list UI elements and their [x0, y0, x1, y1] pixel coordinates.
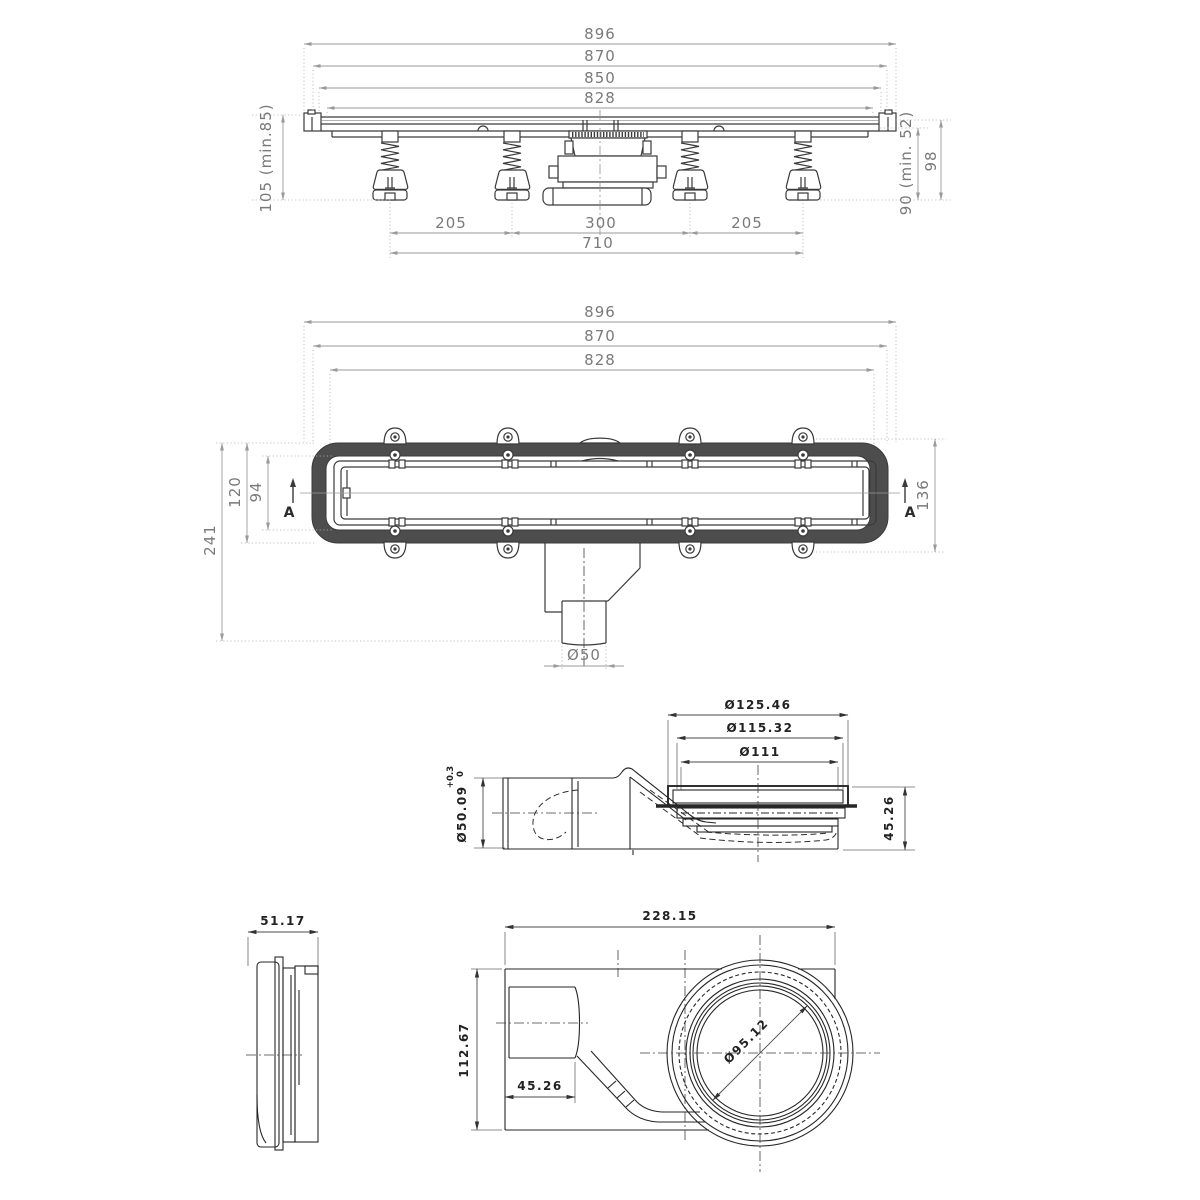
- dim-plan-overall: 896: [584, 303, 616, 321]
- dim-channel-width: 94: [247, 481, 265, 503]
- section-label-right: A: [904, 505, 916, 521]
- dim-trap-length: 228.15: [642, 909, 698, 923]
- dim-outlet-tol-plus: +0.3: [446, 765, 456, 789]
- dim-bore-diameter: Ø95.12: [721, 1016, 772, 1067]
- dim-overall-length: 896: [584, 25, 616, 43]
- trap-section-body: [492, 765, 857, 862]
- foot: [495, 131, 530, 200]
- trap-top-body: [496, 935, 880, 1172]
- dim-rail-length: 850: [584, 69, 616, 87]
- dim-inlet-length: 45.26: [517, 1079, 563, 1093]
- trap-top-dimensions: [457, 909, 835, 1130]
- trap-section-view: [446, 698, 915, 862]
- trap-section-dimensions: [446, 698, 915, 850]
- outlet-spigot: [544, 543, 640, 671]
- dim-feet-center: 300: [585, 214, 617, 232]
- dim-feet-left: 205: [435, 214, 467, 232]
- foot: [373, 131, 408, 200]
- dim-trap-width: 112.67: [457, 1022, 471, 1078]
- trap-end-view: [246, 914, 318, 1150]
- dim-outlet-bore: Ø50.09: [455, 785, 469, 843]
- channel-grate: [300, 459, 900, 527]
- dim-flange-outer: Ø125.46: [724, 698, 792, 712]
- dim-height-right-outer: 98: [922, 150, 940, 172]
- dim-trap-height: 45.26: [882, 795, 896, 841]
- dim-trap-depth: 51.17: [260, 914, 306, 928]
- section-markers: [284, 478, 916, 521]
- dim-plan-body: 870: [584, 327, 616, 345]
- trap-end-body: [246, 957, 318, 1150]
- dim-grate-length: 828: [584, 89, 616, 107]
- plan-view: [201, 303, 946, 671]
- trap-box: [543, 110, 666, 220]
- dim-flange-mid: Ø115.32: [726, 721, 794, 735]
- dim-body-length: 870: [584, 47, 616, 65]
- trap-top-view: [457, 909, 880, 1172]
- dim-gasket-width: 120: [226, 476, 244, 508]
- dim-outlet-tol-minus: 0: [456, 771, 466, 777]
- foot: [786, 131, 821, 200]
- dim-feet-span: 710: [582, 234, 614, 252]
- section-label-left: A: [283, 505, 295, 521]
- dim-flange-width: 136: [914, 479, 932, 511]
- dim-height-left: 105 (min.85): [257, 103, 275, 213]
- dim-outlet-diameter: Ø50: [567, 646, 601, 664]
- dim-total-height: 241: [201, 524, 219, 556]
- dim-flange-inner: Ø111: [739, 745, 781, 759]
- foot: [673, 131, 708, 200]
- dim-height-right-inner: 90 (min. 52): [897, 110, 915, 216]
- front-elevation-view: [252, 25, 951, 258]
- dim-plan-grate: 828: [584, 351, 616, 369]
- dim-feet-right: 205: [731, 214, 763, 232]
